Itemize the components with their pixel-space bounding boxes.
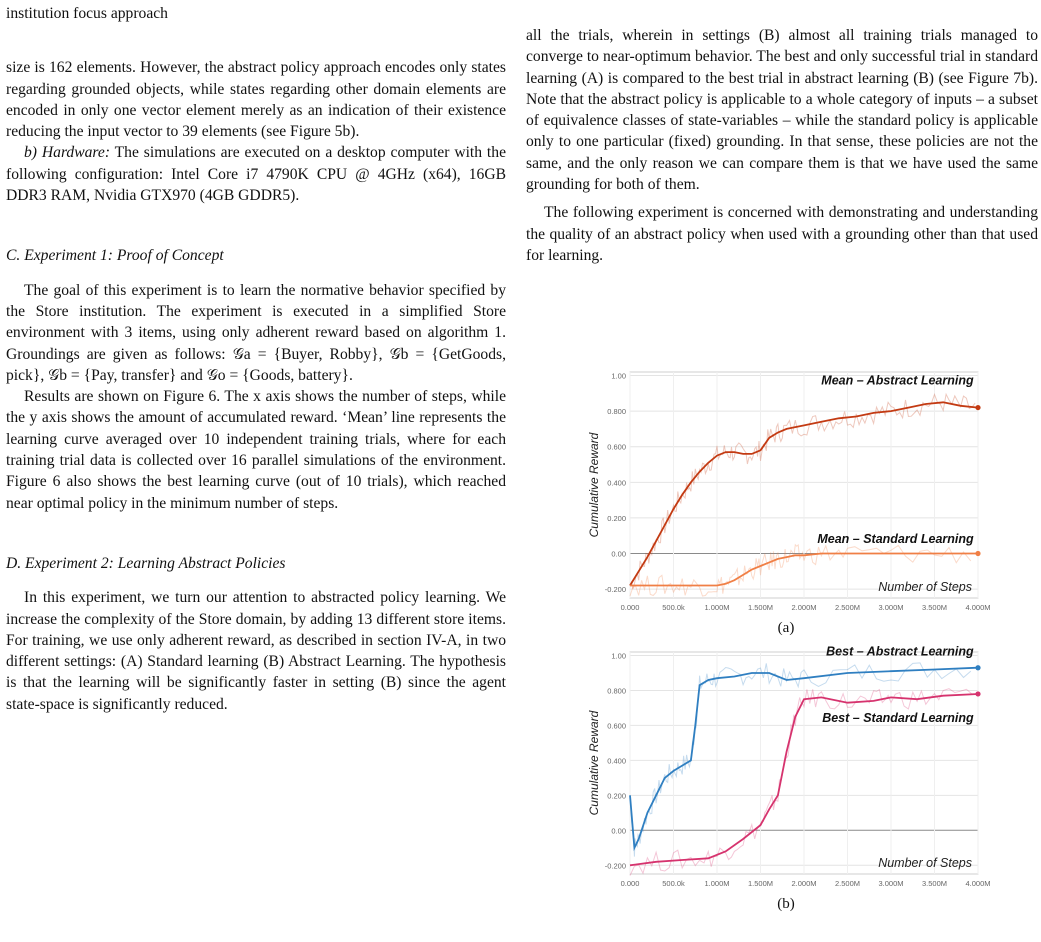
y-tick-label: 0.600 [607,442,626,452]
series-end-point [975,691,980,696]
x-tick-label: 4.000M [965,879,991,888]
x-tick-label: 500.0k [662,603,685,612]
series-end-point [975,551,980,556]
y-tick-label: 0.200 [607,513,626,523]
x-tick-label: 2.500M [834,603,861,612]
y-axis-label: Cumulative Reward [587,432,601,538]
x-tick-label: 2.000M [791,603,817,612]
x-tick-label: 2.500M [834,879,861,888]
y-tick-label: 1.00 [611,651,626,661]
figure-b [586,644,991,913]
paragraph-hardware [6,142,506,206]
y-tick-label: -0.200 [604,585,626,595]
x-tick-label: 3.000M [878,879,904,888]
x-tick-label: 1.500M [747,879,774,888]
y-tick-label: 0.800 [607,407,626,417]
paragraph-next-experiment: The following experiment is concerned with demonstrating and understanding the quality of an abstract policy when used with a grounding other than that used for learning. [526,204,1038,264]
y-tick-label: 0.200 [607,791,626,801]
section-c-title: C. Experiment 1: Proof of Concept [6,247,224,265]
section-d-title: D. Experiment 2: Learning Abstract Policies [6,554,286,572]
y-axis-label: Cumulative Reward [587,710,601,816]
series-end-point [975,405,980,410]
chart-a [586,366,991,620]
caption-b: (b) [777,896,795,912]
top-line: institution focus approach [6,5,168,22]
x-tick-label: 1.500M [747,603,774,612]
hardware-text: The simulations are executed on a desktop computer with the following configuration: Intel Core i7 4790K CPU @ 4GHz (x64), 16GB DDR3 RAM, Nvidia GTX970 (4GB GDDR5). [6,144,506,205]
paragraph-exp1-results: Results are shown on Figure 6. The x axis shows the number of steps, while the y axis shows the amount of accumulated reward. ‘Mean’ line represents the learning curve averaged over 10 independent training trials, where for each training trial data is collected over 16 parallel simulations of the environment. Figure 6 also shows the best learning curve (out of 10 trials), which reached near optimal policy in the minimum number of steps. [6,388,506,512]
x-tick-label: 1.000M [704,603,730,612]
y-tick-label: 0.00 [611,549,626,559]
x-tick-label: 4.000M [965,603,991,612]
x-tick-label: 2.000M [791,879,817,888]
hardware-label: b) Hardware: [24,144,111,162]
figure-a [586,366,991,637]
paragraph-trials: all the trials, wherein in settings (B) almost all training trials managed to converge to near-optimum behavior. The best and only successful trial in standard learning (A) is compared to the best trial in abstract learning (B) (see Figure 7b). Note that the abstract policy is applicable to a whole category of inputs – a subset of equivalence classes of state-variables – while the standard policy is applicable only to one particular (fixed) grounding. In that sense, these policies are not the same, and the only reason we can compare them is that we have used the same grounding for both of them. [526,27,1038,194]
series-label: Mean – Standard Learning [817,531,974,546]
x-tick-label: 3.500M [921,879,948,888]
x-axis-label: Number of Steps [878,856,972,870]
x-tick-label: 0.000 [620,879,640,888]
chart-b [586,644,991,896]
y-tick-label: 1.00 [611,371,626,381]
series-label: Mean – Abstract Learning [821,373,974,388]
x-tick-label: 0.000 [620,603,640,612]
x-tick-label: 500.0k [662,879,685,888]
paragraph-exp1-goal: The goal of this experiment is to learn the normative behavior specified by the Store institution. The experiment is executed in a simplified Store environment with 3 items, using only adherent reward based on algorithm 1. Groundings are given as follows: 𝒢a = {Buyer, Robby}, 𝒢b = {GetGoods, pick}, 𝒢b = {Pay, transfer} and 𝒢o = {Goods, battery}. [6,281,506,384]
y-tick-label: 0.00 [611,826,626,836]
series-label: Best – Standard Learning [822,710,974,725]
x-tick-label: 3.000M [878,603,904,612]
paragraph-input-size: size is 162 elements. However, the abstract policy approach encodes only states regarding grounded objects, while states regarding other domain elements are encoded in only one vector element merely as an indication of their existence reducing the input vector to 39 elements (see Figure 5b). [6,59,506,141]
y-tick-label: 0.400 [607,756,626,766]
y-tick-label: 0.600 [607,721,626,731]
series-label: Best – Abstract Learning [826,644,974,659]
paragraph-exp2: In this experiment, we turn our attention to abstracted policy learning. We increase the complexity of the Store domain, by adding 13 different store items. For training, we use only adherent reward, as described in section IV-A, in two different settings: (A) Standard learning (B) Abstract Learning. The hypothesis is that the learning will be significantly faster in setting (B) since the agent state-space is significantly reduced. [6,589,506,713]
right-column [526,25,1038,266]
y-tick-label: 0.400 [607,478,626,488]
y-tick-label: -0.200 [604,861,626,871]
x-axis-label: Number of Steps [878,580,972,594]
left-column [6,0,506,715]
y-tick-label: 0.800 [607,686,626,696]
x-tick-label: 1.000M [704,879,730,888]
x-tick-label: 3.500M [921,603,948,612]
caption-a: (a) [777,620,795,636]
series-end-point [975,665,980,670]
